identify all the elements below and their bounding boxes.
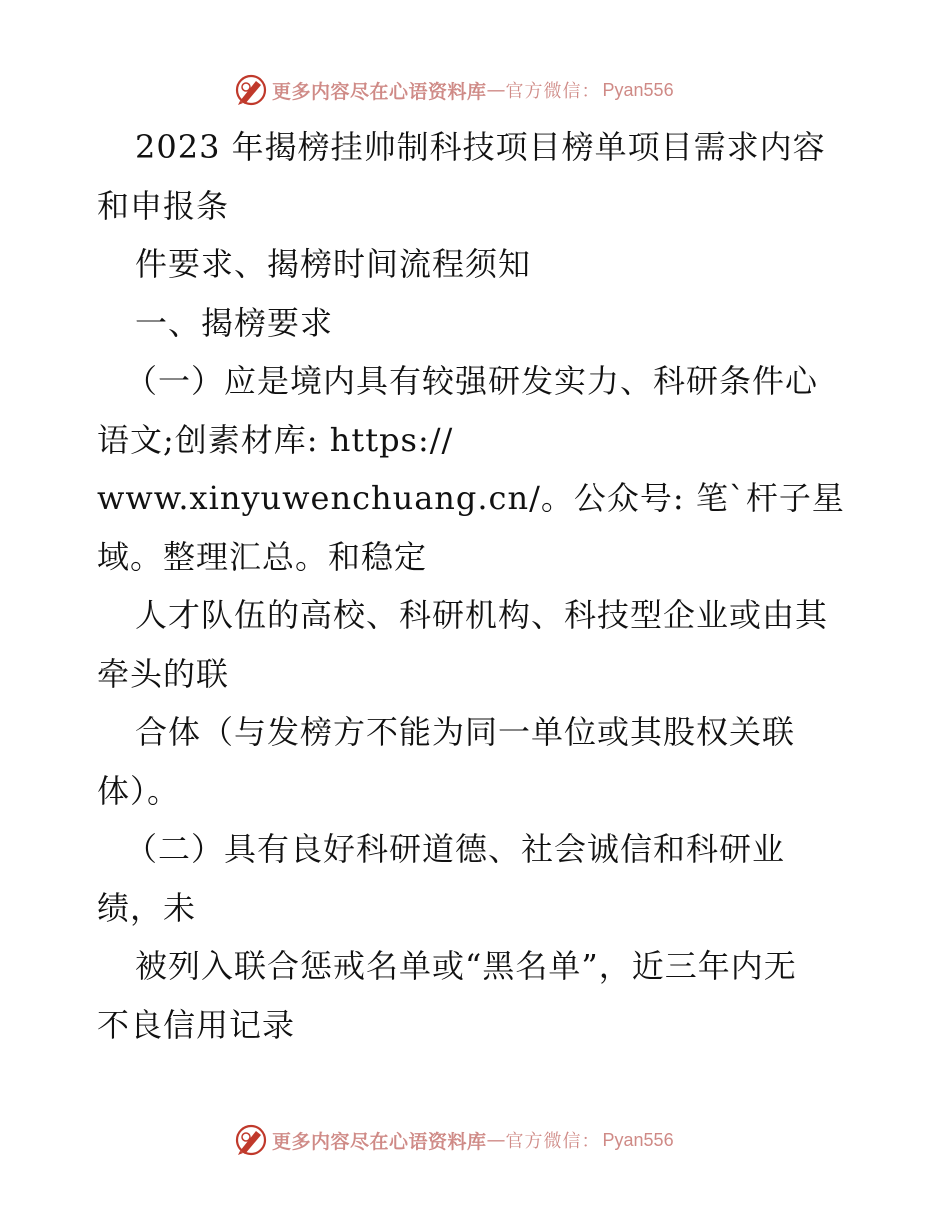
- pen-logo-icon: [234, 73, 268, 107]
- banner-wechat-id: Pyan556: [602, 1129, 674, 1150]
- footer-banner: [234, 1122, 674, 1158]
- text-line: 语文;创素材库: https://: [97, 420, 454, 459]
- section-heading: 一、揭榜要求: [135, 303, 334, 342]
- pen-logo-icon: [234, 1123, 268, 1157]
- text-line: 和申报条: [97, 186, 230, 225]
- text-line: （一）应是境内具有较强研发实力、科研条件心: [125, 362, 819, 400]
- text-line: 不良信用记录: [97, 1005, 296, 1044]
- banner-wechat-label: 官方微信：: [505, 81, 601, 102]
- text-line: www.xinyuwenchuang.cn/。公众号: 笔`杆子星: [97, 479, 845, 517]
- text-line: 合体（与发榜方不能为同一单位或其股权关联: [135, 713, 796, 751]
- text-line: 被列入联合惩戒名单或“黑名单”，近三年内无: [135, 947, 797, 985]
- text-line: （二）具有良好科研道德、社会诚信和科研业: [125, 830, 786, 868]
- header-banner: [234, 72, 674, 108]
- text-line: 件要求、揭榜时间流程须知: [135, 245, 532, 283]
- banner-wechat-id: Pyan556: [602, 79, 674, 100]
- text-line: 绩，未: [97, 888, 197, 927]
- text-line: 域。整理汇总。和稳定: [97, 537, 428, 576]
- document-body: [97, 118, 857, 1054]
- text-line: 人才队伍的高校、科研机构、科技型企业或由其: [135, 596, 829, 634]
- text-line: 牵头的联: [97, 654, 230, 693]
- banner-brand-text: 更多内容尽在心语资料库: [272, 80, 487, 103]
- document-title-line: 2023 年揭榜挂帅制科技项目榜单项目需求内容: [135, 128, 826, 166]
- banner-separator: —: [486, 1129, 506, 1151]
- banner-brand-text: 更多内容尽在心语资料库: [272, 1130, 487, 1153]
- text-line: 体）。: [97, 771, 181, 810]
- banner-wechat-label: 官方微信：: [505, 1131, 601, 1152]
- banner-separator: —: [486, 79, 506, 101]
